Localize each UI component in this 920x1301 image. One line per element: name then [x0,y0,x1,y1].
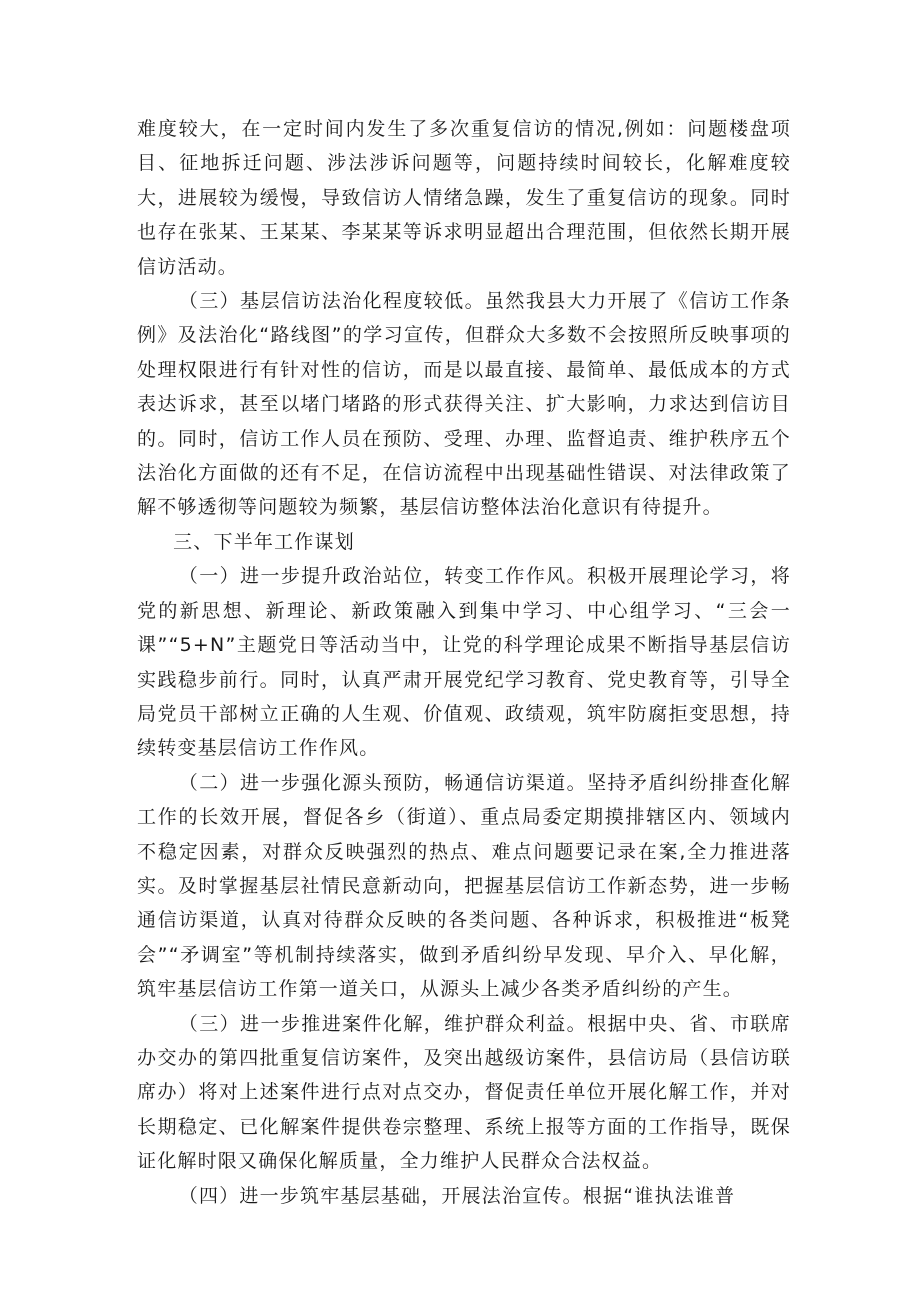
document-body [137,112,791,1213]
paragraph-plan-4: （四）进一步筑牢基层基础，开展法治宣传。根据“谁执法谁普 [178,1184,736,1207]
paragraph-plan-1: （一）进一步提升政治站位，转变工作作风。积极开展理论学习，将党的新思想、新理论、新政策融入到集中学习、中心组学习、“三会一课”“5+N”主题党日等活动当中，让党的科学理论成果不断指导基层信访实践稳步前行。同时，认真严肃开展党纪学习教育、党史教育等，引导全局党员干部树立正确的人生观、价值观、政绩观，筑牢防腐拒变思想，持续转变基层信访工作作风。 [137,565,791,760]
paragraph-continuation: 难度较大，在一定时间内发生了多次重复信访的情况,例如：问题楼盘项目、征地拆迁问题、涉法涉诉问题等，问题持续时间较长，化解难度较大，进展较为缓慢，导致信访人情绪急躁，发生了重复信访的现象。同时也存在张某、王某某、李某某等诉求明显超出合理范围，但依然长期开展信访活动。 [137,118,791,278]
paragraph-section-3-issue: （三）基层信访法治化程度较低。虽然我县大力开展了《信访工作条例》及法治化“路线图”的学习宣传，但群众大多数不会按照所反映事项的处理权限进行有针对性的信访，而是以最直接、最简单、最低成本的方式表达诉求，甚至以堵门堵路的形式获得关注、扩大影响，力求达到信访目的。同时，信访工作人员在预防、受理、办理、监督追责、维护秩序五个法治化方面做的还有不足，在信访流程中出现基础性错误、对法律政策了解不够透彻等问题较为频繁，基层信访整体法治化意识有待提升。 [137,290,791,519]
paragraph-plan-2: （二）进一步强化源头预防，畅通信访渠道。坚持矛盾纠纷排查化解工作的长效开展，督促各乡（街道）、重点局委定期摸排辖区内、领域内不稳定因素，对群众反映强烈的热点、难点问题要记录在案,全力推进落实。及时掌握基层社情民意新动向，把握基层信访工作新态势，进一步畅通信访渠道，认真对待群众反映的各类问题、各种诉求，积极推进“板凳会”“矛调室”等机制持续落实，做到矛盾纠纷早发现、早介入、早化解，筑牢基层信访工作第一道关口，从源头上减少各类矛盾纠纷的产生。 [137,771,791,1001]
paragraph-plan-3: （三）进一步推进案件化解，维护群众利益。根据中央、省、市联席办交办的第四批重复信访案件，及突出越级访案件，县信访局（县信访联席办）将对上述案件进行点对点交办，督促责任单位开展化解工作，并对长期稳定、已化解案件提供卷宗整理、系统上报等方面的工作指导，既保证化解时限又确保化解质量，全力维护人民群众合法权益。 [137,1012,791,1173]
section-heading-plan: 三、下半年工作谋划 [173,530,355,553]
